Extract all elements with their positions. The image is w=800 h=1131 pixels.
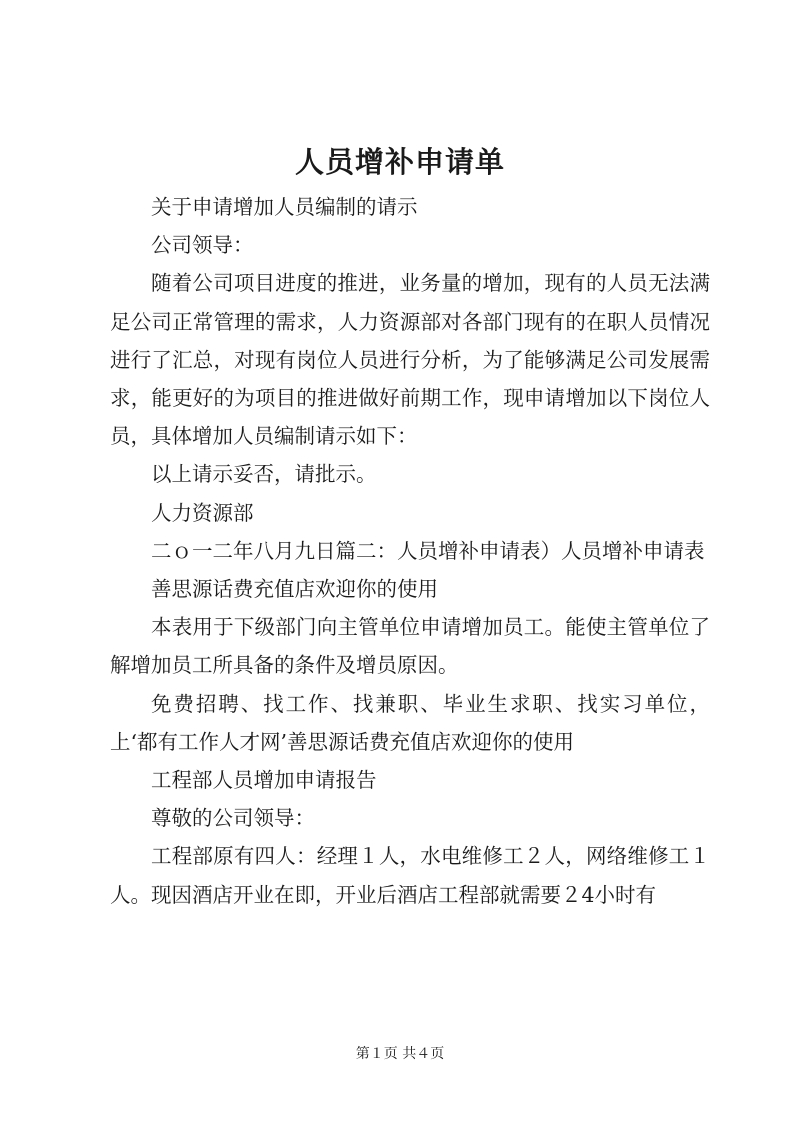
paragraph-approval-request: 以上请示妥否，请批示。 [151,462,377,487]
paragraph-request-body: 随着公司项目进度的推进，业务量的增加，现有的人员无法满足公司正常管理的需求，人力资源部对各部门现有的在职人员情况进行了汇总，对现有岗位人员进行分析，为了能够满足公司发展需求，能更好的为项目的推进做好前期工作，现申请增加以下岗位人员，具体增加人员编制请示如下： [110,271,710,449]
paragraph-date-heading: 二ｏ一二年八月九日篇二：人员增补申请表）人员增补申请表 [151,538,705,563]
paragraph-recruitment-ad: 免费招聘、找工作、找兼职、毕业生求职、找实习单位，上‘都有工作人才网’善思源话费充值店欢迎你的使用 [110,691,710,754]
paragraph-report-title: 工程部人员增加申请报告 [151,768,377,793]
paragraph-department: 人力资源部 [151,500,254,525]
document-title: 人员增补申请单 [294,145,505,179]
paragraph-request-subject: 关于申请增加人员编制的请示 [151,195,418,219]
paragraph-report-salutation: 尊敬的公司领导： [151,806,315,831]
page-number-footer: 第１页 共４页 [355,1046,445,1062]
paragraph-shop-welcome: 善思源话费充值店欢迎你的使用 [151,577,438,602]
document-body [110,188,710,914]
paragraph-report-body: 工程部原有四人：经理１人，水电维修工２人，网络维修工１人。现因酒店开业在即，开业后酒店工程部就需要２4小时有 [110,844,710,907]
paragraph-salutation: 公司领导： [151,233,254,258]
paragraph-form-purpose: 本表用于下级部门向主管单位申请增加员工。能使主管单位了解增加员工所具备的条件及增员原因。 [110,615,710,678]
